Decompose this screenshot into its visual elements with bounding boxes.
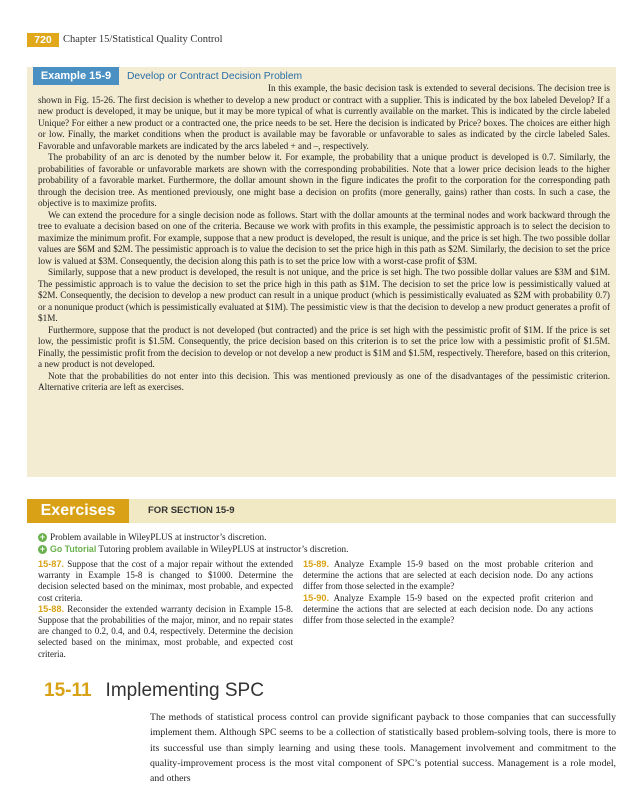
exercise-item: 15-87. Suppose that the cost of a major repair without the extended warranty in Example 15-8 is changed to $1000. Determine the decision selected based on the minimax, most probable, and expected cost criteria. [38, 559, 293, 603]
example-tag: Example 15-9 [33, 67, 119, 85]
example-paragraph: Note that the probabilities do not enter into this decision. This was mentioned previously as one of the disadvantages of the pessimistic criterion. Alternative criteria are left as exercises. [38, 370, 610, 392]
exercise-number: 15-87. [38, 559, 65, 569]
example-body [38, 83, 610, 394]
example-paragraph: We can extend the procedure for a single decision node as follows. Start with the dollar amounts at the terminal nodes and work backward through the tree to evaluate a decision based on one of the criteria. Because we work with profits in this example, the pessimistic approach is to select the decision to maximize the minimum profit. For example, suppose that a new product is developed, the result is unique, and the price is set high. The two possible dollar values are $6M and $2M. The pessimistic approach is to value the decision to set the price high in this path as $2M. Similarly, the decision to set the price low is valued at $3M. Consequently, the decision along this path is to set the price low with a worst-case profit of $3M. [38, 209, 610, 266]
page-header [0, 33, 639, 47]
section-heading [44, 680, 264, 702]
plus-icon: + [39, 532, 46, 543]
page-number: 720 [27, 33, 59, 47]
section-body: The methods of statistical process control can provide significant payback to those companies that can successfully implement them. Although SPC seems to be a collection of statistically based problem-solving tools, there is more to its successful use than simply learning and using these tools. Management involvement and commitment to the quality-improvement process is the most vital component of SPC’s potential success. Management is a role model, and others [150, 712, 616, 785]
go-tutorial-note: + Go Tutorial Tutoring problem available in WileyPLUS at instructor’s discretion. [39, 544, 349, 555]
section-number: 15-11 [44, 680, 92, 701]
exercise-number: 15-88. [38, 603, 65, 614]
exercises-banner: Exercises [27, 499, 129, 523]
wileyplus-note: + Problem available in WileyPLUS at instructor’s discretion. [39, 532, 267, 543]
exercise-column-left [38, 559, 293, 660]
exercise-number: 15-90. [303, 592, 330, 603]
example-lead: In this example, the basic decision task is extended to several decisions. The decision tree is shown in Fig. 15-26. The first decision is whether to develop a new product or contract with a supplier. This is indicated by the box labeled Develop? If a new product is developed, it may be unique, but it may be more typical of what is currently available on the market. This is indicated by the circle labeled Unique? For either a new product or a contracted one, the price needs to be set. Here the decision is indicated by Price? boxes. The choices are either high or low. Finally, the market conditions when the product is available may be favorable or unfavorable to sales as indicated by the circle labeled Sales. Favorable and unfavorable markets are indicated by the arcs labeled + and –, respectively. [38, 83, 610, 151]
plus-icon: + [39, 544, 46, 555]
example-title: Develop or Contract Decision Problem [127, 71, 303, 82]
go-tutorial-label: Go Tutorial [50, 544, 97, 554]
example-paragraph: The probability of an arc is denoted by the number below it. For example, the probability that a unique product is developed is 0.7. Similarly, the probabilities of favorable or unfavorable markets are shown with the corresponding probabilities. Note that a lower price decision leads to the higher probability of a favorable market. Furthermore, the dollar amount shown in the figure indicates the profit to the corporation for the corresponding path through the decision tree. As mentioned previously, one might base a decision on profits (more generally, gains) rather than costs. In such a case, the objective is to maximize profits. [38, 152, 610, 208]
example-paragraph: Similarly, suppose that a new product is developed, the result is not unique, and the price is set high. The two possible dollar values are $3M and $1M. The pessimistic approach is to value the decision to set the price high in this path as $1M. The decision to set the price low is pessimistically valued at $2M. Consequently, the decision to develop a new product can result in a unique product (which is pessimistically evaluated as $2M with probability 0.7) or a nonunique product (which is pessimistically evaluated at $1M). The pessimistic view is that the decision to develop a new product generates a profit of $1M. [38, 267, 610, 323]
section-title: Implementing SPC [105, 680, 264, 701]
exercise-number: 15-89. [303, 559, 330, 569]
exercise-column-right [303, 559, 593, 626]
exercises-section-label: FOR SECTION 15-9 [148, 505, 235, 516]
example-paragraph: Furthermore, suppose that the product is not developed (but contracted) and the price is set high with the pessimistic profit of $1M. If the price is set low, the pessimistic profit is $1.5M. Consequently, the price decision based on this criterion is to set the price low with a pessimistic profit of $1.5M. Finally, the pessimistic profit from the decision to develop or not develop a new product is $1M and $1.5M, respectively. Therefore, based on this criterion, a new product is not developed. [38, 324, 610, 369]
exercise-item: 15-90. Analyze Example 15-9 based on the expected profit criterion and determine the actions that are selected at each decision node. Do any actions differ from those selected in the example? [303, 592, 593, 626]
exercise-item: 15-89. Analyze Example 15-9 based on the most probable criterion and determine the actions that are selected at each decision node. Do any actions differ from those selected in the example? [303, 559, 593, 592]
running-head: Chapter 15/Statistical Quality Control [63, 34, 223, 45]
exercise-item: 15-88. Reconsider the extended warranty decision in Example 15-8. Suppose that the probabilities of the major, minor, and no repair states are changed to 0.2, 0.4, and 0.4, respectively. Determine the decision selected based on the minimax, most probable, and expected cost criteria. [38, 603, 293, 659]
